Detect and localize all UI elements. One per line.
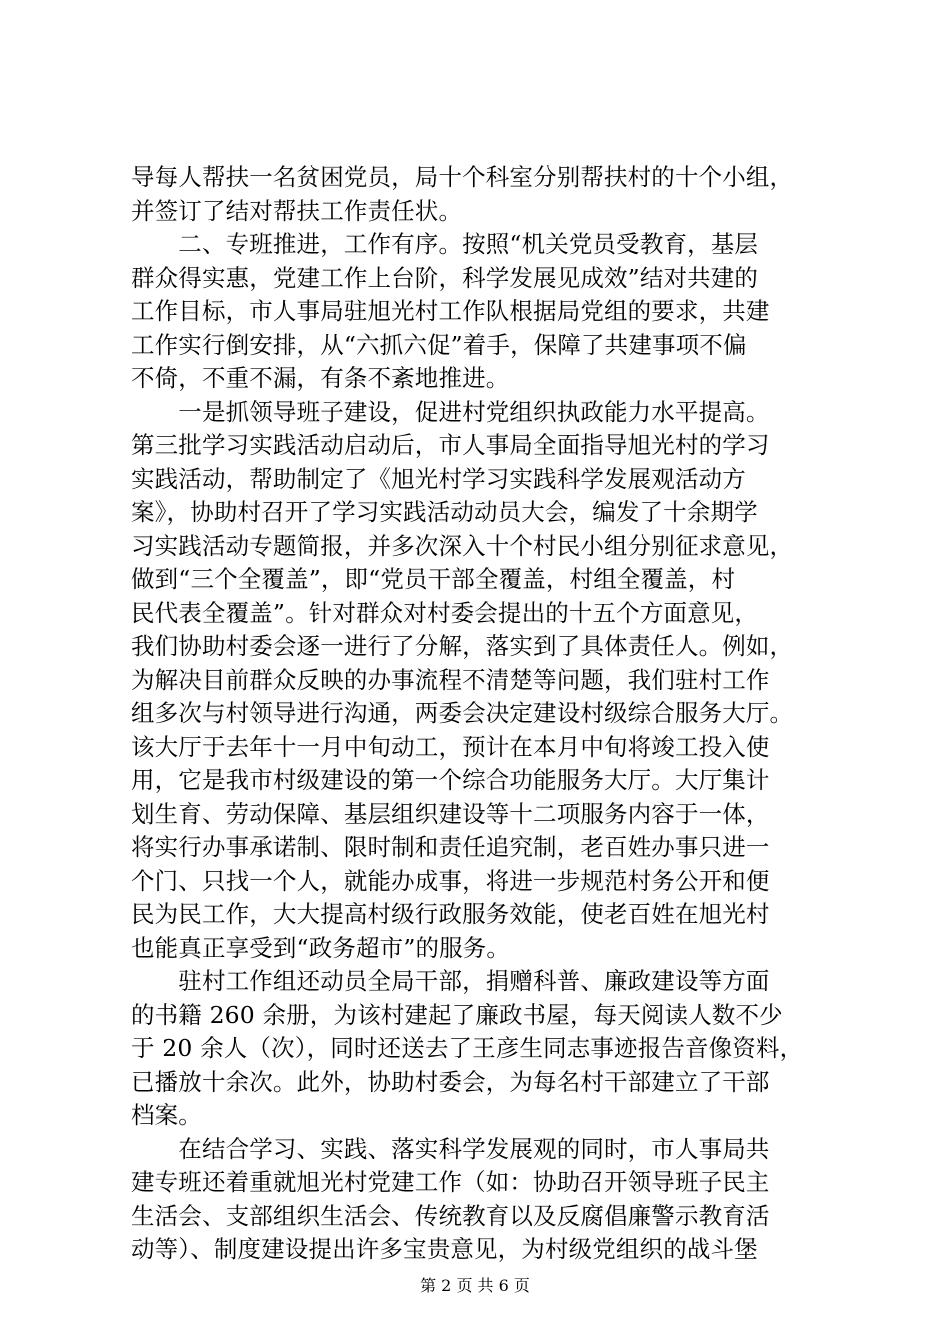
text-line: 于 20 余人（次），同时还送去了王彦生同志事迹报告音像资料， xyxy=(131,1034,804,1062)
text-line: 工作目标，市人事局驻旭光村工作队根据局党组的要求，共建 xyxy=(131,297,770,325)
text-line: 生活会、支部组织生活会、传统教育以及反腐倡廉警示教育活 xyxy=(131,1201,770,1230)
text-line: 建专班还着重就旭光村党建工作（如：协助召开领导班子民主 xyxy=(131,1168,770,1196)
text-line: 第三批学习实践活动启动后，市人事局全面指导旭光村的学习 xyxy=(131,431,770,459)
page-footer: 第 2 页 共 6 页 xyxy=(420,1276,530,1295)
text-line: 并签订了结对帮扶工作责任状。 xyxy=(131,196,463,225)
text-line: 民代表全覆盖”。针对群众对村委会提出的十五个方面意见， xyxy=(131,598,759,627)
text-line: 个门、只找一个人，就能办成事，将进一步规范村务公开和便 xyxy=(131,866,770,895)
text-line: 案》，协助村召开了学习实践活动动员大会，编发了十余期学 xyxy=(131,498,758,526)
text-line: 在结合学习、实践、落实科学发展观的同时，市人事局共 xyxy=(131,1134,770,1163)
text-line: 也能真正享受到“政务超市”的服务。 xyxy=(131,933,511,962)
text-line: 已播放十余次。此外，协助村委会，为每名村干部建立了干部 xyxy=(131,1067,770,1096)
text-line: 动等）、制度建设提出许多宝贵意见，为村级党组织的战斗堡 xyxy=(131,1235,758,1263)
text-line: 民为民工作，大大提高村级行政服务效能，使老百姓在旭光村 xyxy=(131,900,770,928)
text-line: 导每人帮扶一名贫困党员，局十个科室分别帮扶村的十个小组， xyxy=(131,163,794,191)
text-line: 我们协助村委会逐一进行了分解，落实到了具体责任人。例如， xyxy=(131,632,794,660)
text-line: 不倚，不重不漏，有条不紊地推进。 xyxy=(131,364,510,392)
text-line: 档案。 xyxy=(131,1101,202,1129)
text-line: 将实行办事承诺制、限时制和责任追究制，老百姓办事只进一 xyxy=(131,833,770,861)
text-line: 习实践活动专题简报，并多次深入十个村民小组分别征求意见， xyxy=(131,531,794,560)
text-line: 驻村工作组还动员全局干部，捐赠科普、廉政建设等方面 xyxy=(131,967,770,995)
text-line: 群众得实惠，党建工作上台阶，科学发展见成效”结对共建的 xyxy=(131,263,759,292)
text-line: 该大厅于去年十一月中旬动工，预计在本月中旬将竣工投入使 xyxy=(131,732,770,761)
text-line: 工作实行倒安排，从“六抓六促”着手，保障了共建事项不偏 xyxy=(131,330,747,359)
text-line: 做到“三个全覆盖”，即“党员干部全覆盖，村组全覆盖，村 xyxy=(131,565,736,593)
text-line: 二、专班推进，工作有序。按照“机关党员受教育，基层 xyxy=(131,230,759,258)
text-line: 组多次与村领导进行沟通，两委会决定建设村级综合服务大厅。 xyxy=(131,699,794,727)
text-line: 划生育、劳动保障、基层组织建设等十二项服务内容于一体， xyxy=(131,799,770,828)
document-body xyxy=(131,161,831,1267)
text-line: 为解决目前群众反映的办事流程不清楚等问题，我们驻村工作 xyxy=(131,665,770,694)
text-line: 实践活动，帮助制定了《旭光村学习实践科学发展观活动方 xyxy=(131,464,746,493)
text-line: 的书籍 260 余册，为该村建起了廉政书屋，每天阅读人数不少 xyxy=(131,1000,783,1029)
text-line: 一是抓领导班子建设，促进村党组织执政能力水平提高。 xyxy=(131,397,770,426)
text-line: 用，它是我市村级建设的第一个综合功能服务大厅。大厅集计 xyxy=(131,766,770,794)
